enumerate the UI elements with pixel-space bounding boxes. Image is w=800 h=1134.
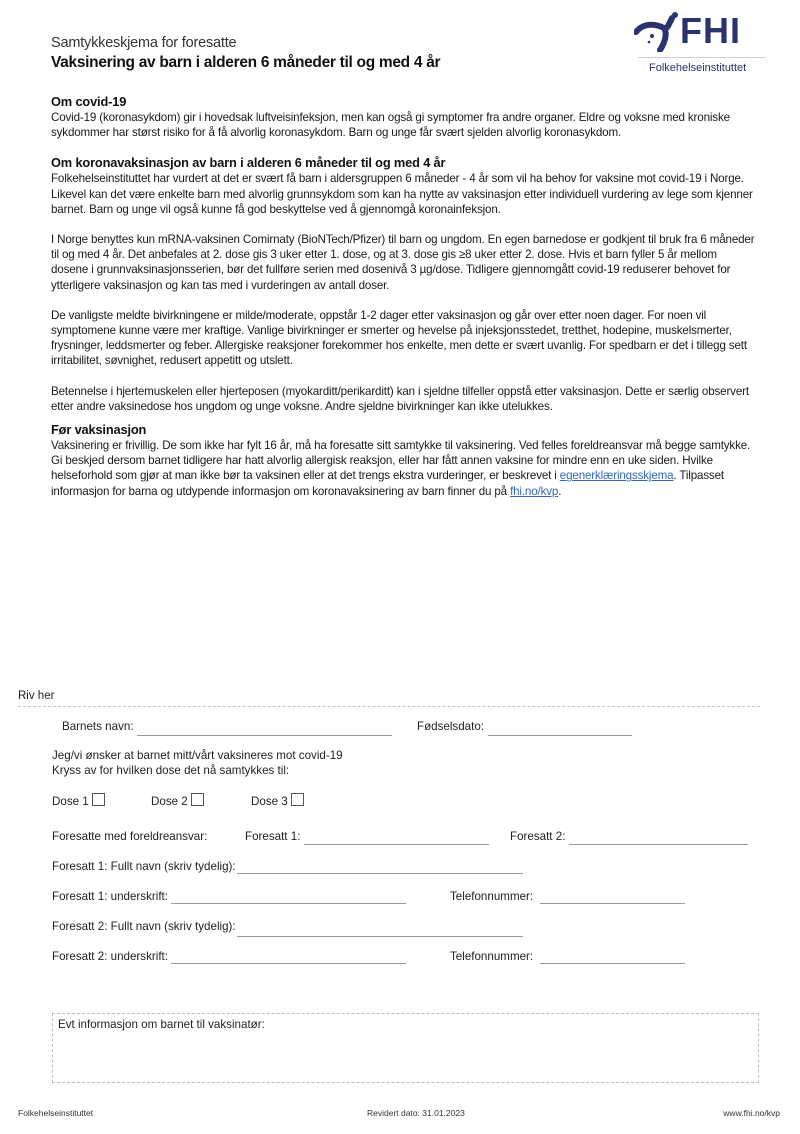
logo-mark: FHI — [680, 10, 741, 51]
form-subtitle: Samtykkeskjema for foresatte — [51, 35, 237, 51]
section-vaccination — [51, 155, 756, 414]
paragraph — [51, 438, 756, 499]
tear-divider — [18, 706, 760, 707]
footer-url: www.fhi.no/kvp — [723, 1108, 780, 1118]
dose-label: Dose 2 — [151, 795, 188, 808]
paragraph: I Norge benyttes kun mRNA-vaksinen Comirnaty (BioNTech/Pfizer) til barn og ungdom. En egen barnedose er godkjent til bruk fra 6 måneder til og med 4 år. Det anbefales at 2. dose gis 3 uker etter 1. dose, og at 3. dose gis ≥8 uker etter 2. dose. Hvis et barn fyller 5 år mellom dosene i grunnvaksinasjonsserien, bør det fullføre serien med dosenivå 3 µg/dose. Tidligere gjennomgått covid-19 reduserer behovet for ytterligere vaksinasjon og kan tas med i vurderingen av antall doser. — [51, 233, 755, 292]
section-text: Covid-19 (koronasykdom) gir i hovedsak luftveisinfeksjon, men kan også gi symptomer fra andre organer. Eldre og voksne med kroniske sykdommer har størst risiko for å få alvorlig koronasykdom. Barn og unge får svært sjelden alvorlig koronasykdom. — [51, 111, 730, 140]
dose-2-checkbox[interactable] — [191, 793, 204, 806]
section-heading: Om covid-19 — [51, 94, 127, 109]
birthdate-label: Fødselsdato: — [417, 720, 485, 733]
birthdate-field[interactable] — [488, 735, 632, 736]
section-covid — [51, 94, 756, 140]
guardian-1-signature-label: Foresatt 1: underskrift: — [52, 890, 168, 903]
guardian-2-label: Foresatt 2: — [510, 830, 566, 843]
guardian-1-label: Foresatt 1: — [245, 830, 301, 843]
self-declaration-link[interactable]: egenerklæringsskjema — [559, 469, 674, 483]
text-span: Vaksinering er frivillig. De som ikke har fylt 16 år, må ha foresatte sitt samtykke til vaksinering. Ved felles foreldreansvar må begge samtykke. Gi beskjed dersom barnet tidligere har hatt alvorlig allergisk reaksjon, eller har fått annen vaksine for mindre enn en uke siden. Hvilke helseforhold som gjør at man ikke bør ta vaksinen eller at det trengs ekstra vurderinger, er beskrevet i — [51, 439, 751, 483]
text-span: . — [558, 484, 562, 498]
consent-statement: Jeg/vi ønsker at barnet mitt/vårt vaksineres mot covid-19 — [52, 749, 343, 762]
guardian-2-field[interactable] — [569, 844, 748, 845]
dose-1-option[interactable] — [52, 793, 105, 808]
guardian-1-field[interactable] — [304, 844, 489, 845]
child-info-label: Evt informasjon om barnet til vaksinatør: — [58, 1018, 265, 1031]
guardian-1-fullname-field[interactable] — [237, 873, 523, 874]
dose-3-option[interactable] — [251, 793, 304, 808]
guardian-2-fullname-field[interactable] — [237, 936, 523, 937]
guardian-2-signature-field[interactable] — [171, 963, 406, 964]
consent-instruction: Kryss av for hvilken dose det nå samtykkes til: — [52, 764, 290, 777]
paragraph: Folkehelseinstituttet har vurdert at det er svært få barn i aldersgruppen 6 måneder - 4 år som vil ha behov for vaksine mot covid-19 i Norge. Likevel kan det være enkelte barn med alvorlig grunnsykdom som kan ha nytte av vaksinasjon etter individuell vurdering av lege som kjenner barnet. Barn og unge vil også kunne få god beskyttelse ved å gjennomgå koronainfeksjon. — [51, 172, 753, 216]
fhi-kvp-link[interactable]: fhi.no/kvp — [510, 484, 559, 498]
guardian-1-signature-field[interactable] — [171, 903, 406, 904]
footer-org: Folkehelseinstituttet — [18, 1108, 94, 1118]
section-before — [51, 422, 756, 499]
tear-label: Riv her — [18, 690, 55, 702]
info-content — [51, 94, 756, 514]
logo-divider — [638, 57, 766, 58]
guardian-1-phone-field[interactable] — [540, 903, 685, 904]
paragraph: De vanligste meldte bivirkningene er milde/moderate, oppstår 1-2 dager etter vaksinasjon og går over etter noen dager. For noen vil symptomene kunne være mer kraftige. Vanlige bivirkninger er smerter og hevelse på injeksjonsstedet, tretthet, hodepine, muskelsmerter, frysninger, leddsmerter og feber. Allergiske reaksjoner forekommer hos enkelte, men dette er svært uvanlig. For spedbarn er det i tillegg sett irritabilitet, søvnighet, redusert appetitt og utslett. — [51, 308, 747, 368]
guardian-1-fullname-label: Foresatt 1: Fullt navn (skriv tydelig): — [52, 860, 236, 873]
child-name-label: Barnets navn: — [62, 720, 134, 733]
guardian-2-phone-field[interactable] — [540, 963, 685, 964]
guardians-label: Foresatte med foreldreansvar: — [52, 830, 208, 843]
dose-3-checkbox[interactable] — [291, 793, 304, 806]
paragraph: Betennelse i hjertemuskelen eller hjerteposen (myokarditt/perikarditt) kan i sjeldne tilfeller oppstå etter vaksinasjon. Dette er særlig observert etter andre vaksinedose hos ungdom og unge voksne. Andre sjeldne bivirkninger kan ikke utelukkes. — [51, 384, 749, 413]
text-span: . Tilpasset informasjon for barna og utdypende informasjon om koronavaksinering av barn finner du på — [51, 469, 724, 498]
dose-1-checkbox[interactable] — [92, 793, 105, 806]
guardian-1-phone-label: Telefonnummer: — [450, 890, 534, 903]
dose-2-option[interactable] — [151, 793, 204, 808]
section-heading: Før vaksinasjon — [51, 422, 147, 438]
dose-label: Dose 1 — [52, 795, 89, 808]
logo-name: Folkehelseinstituttet — [649, 62, 747, 74]
footer-revision-date: Revidert dato: 31.01.2023 — [367, 1108, 465, 1118]
page-title: Vaksinering av barn i alderen 6 måneder til og med 4 år — [51, 54, 441, 71]
dose-label: Dose 3 — [251, 795, 288, 808]
child-name-field[interactable] — [137, 735, 392, 736]
guardian-2-phone-label: Telefonnummer: — [450, 950, 534, 963]
child-info-box[interactable] — [52, 1013, 759, 1083]
fhi-figure-icon — [634, 12, 680, 52]
guardian-2-fullname-label: Foresatt 2: Fullt navn (skriv tydelig): — [52, 920, 236, 933]
fhi-logo — [634, 10, 769, 76]
section-heading: Om koronavaksinasjon av barn i alderen 6 måneder til og med 4 år — [51, 155, 446, 171]
guardian-2-signature-label: Foresatt 2: underskrift: — [52, 950, 168, 963]
